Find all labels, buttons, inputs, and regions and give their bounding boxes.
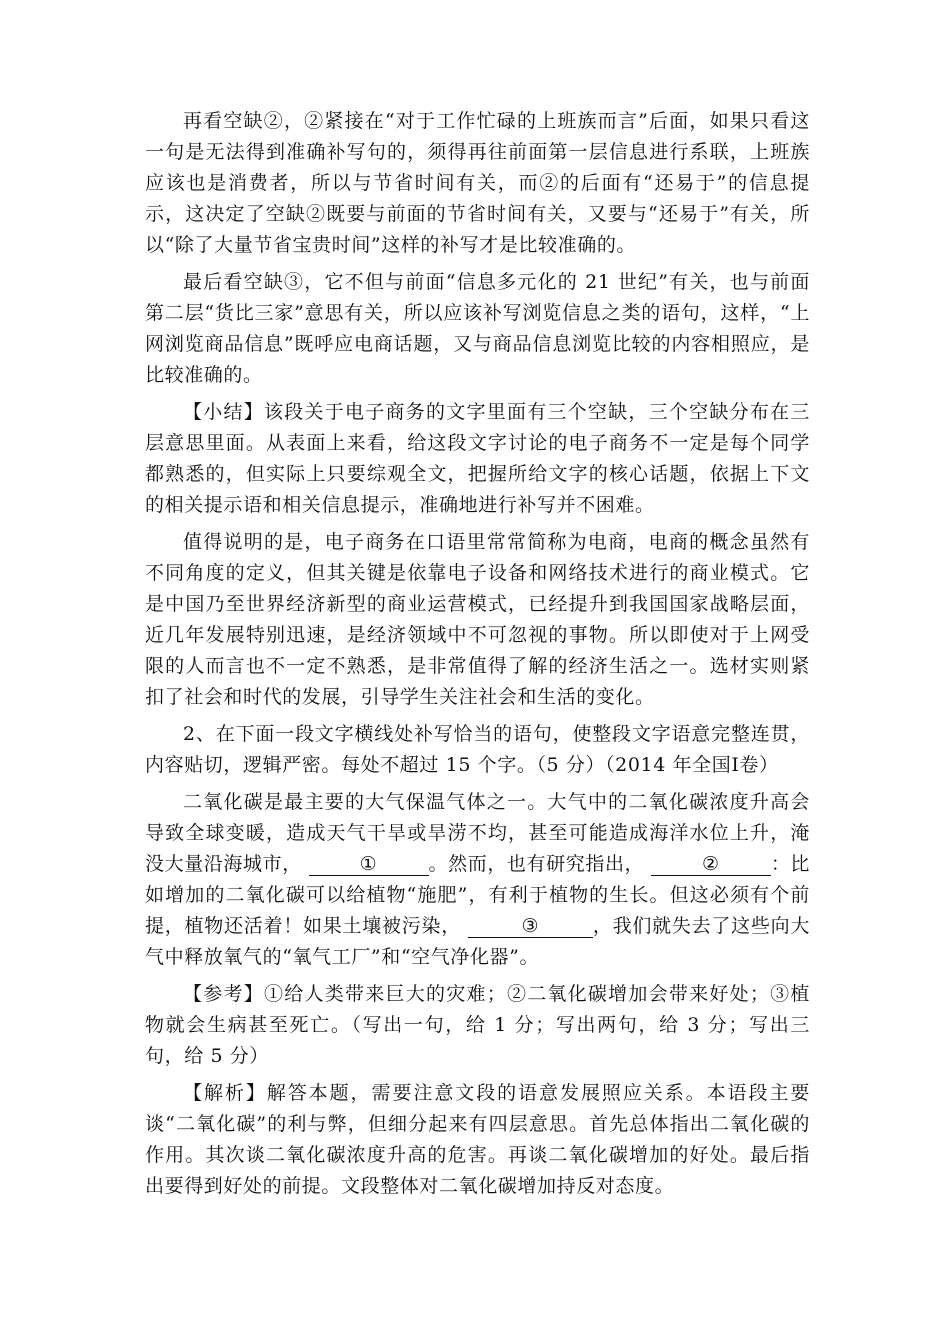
answer-blank-1: ① bbox=[309, 853, 429, 876]
reference-answer: 【参考】①给人类带来巨大的灾难；②二氧化碳增加会带来好处；③植物就会生病甚至死亡。（写出一句，给 1 分；写出两句，给 3 分；写出三句，给 5 分） bbox=[145, 983, 810, 1067]
answer-blank-3: ③ bbox=[468, 915, 593, 938]
answer-blank-2: ② bbox=[651, 853, 771, 876]
answer-analysis: 【解析】解答本题，需要注意文段的语意发展照应关系。本语段主要谈“二氧化碳”的利与弊，但细分起来有四层意思。首先总体指出二氧化碳的作用。其次谈二氧化碳浓度升高的危害。再谈二氧化碳增加的好处。最后指出要得到好处的前提。文段整体对二氧化碳增加持反对态度。 bbox=[145, 1082, 810, 1197]
paragraph-explanation: 值得说明的是，电子商务在口语里常常简称为电商，电商的概念虽然有不同角度的定义，但其关键是依靠电子设备和网络技术进行的商业模式。它是中国乃至世界经济新型的商业运营模式，已经提升到我国国家战略层面，近几年发展特别迅速，是经济领域中不可忽视的事物。所以即使对于上网受限的人而言也不一定不熟悉，是非常值得了解的经济生活之一。选材实则紧扣了社会和时代的发展，引导学生关注社会和生活的变化。 bbox=[145, 531, 810, 708]
paragraph-summary: 【小结】该段关于电子商务的文字里面有三个空缺，三个空缺分布在三层意思里面。从表面上来看，给这段文字讨论的电子商务不一定是每个同学都熟悉的，但实际上只要综观全文，把握所给文字的核心话题，依据上下文的相关提示语和相关信息提示，准确地进行补写并不困难。 bbox=[145, 401, 810, 516]
text-body bbox=[145, 106, 810, 1202]
paragraph-blank3-analysis: 最后看空缺③，它不但与前面“信息多元化的 21 世纪”有关，也与前面第二层“货比三家”意思有关，所以应该补写浏览信息之类的语句，这样，“上网浏览商品信息”既呼应电商话题，又与商品信息浏览比较的内容相照应，是比较准确的。 bbox=[145, 271, 810, 386]
question-2-prompt: 2、在下面一段文字横线处补写恰当的语句，使整段文字语意完整连贯，内容贴切，逻辑严密。每处不超过 15 个字。（5 分）（2014 年全国Ⅰ卷） bbox=[145, 723, 810, 776]
question-2-passage bbox=[145, 787, 810, 973]
paragraph-blank2-analysis: 再看空缺②，②紧接在“对于工作忙碌的上班族而言”后面，如果只看这一句是无法得到准确补写句的，须得再往前面第一层信息进行系联，上班族应该也是消费者，所以与节省时间有关，而②的后面有“还易于”的信息提示，这决定了空缺②既要与前面的节省时间有关，又要与“还易于”有关，所以“除了大量节省宝贵时间”这样的补写才是比较准确的。 bbox=[145, 110, 810, 256]
passage-segment-3: ：比如增加的二氧化碳可以给植物“施肥”，有利于植物的生长。但这必须有个前提，植物还活着！如果土壤被污染， bbox=[145, 853, 811, 937]
passage-segment-2: 。然而，也有研究指出， bbox=[428, 853, 645, 875]
passage-segment-4: ，我们就失去了这些向大气中释放氧气的“氧气工厂”和“空气净化器”。 bbox=[145, 915, 810, 968]
passage-segment-1: 二氧化碳是最主要的大气保温气体之一。大气中的二氧化碳浓度升高会导致全球变暖，造成天气干旱或旱涝不均，甚至可能造成海洋水位上升，淹没大量沿海城市， bbox=[145, 791, 810, 875]
